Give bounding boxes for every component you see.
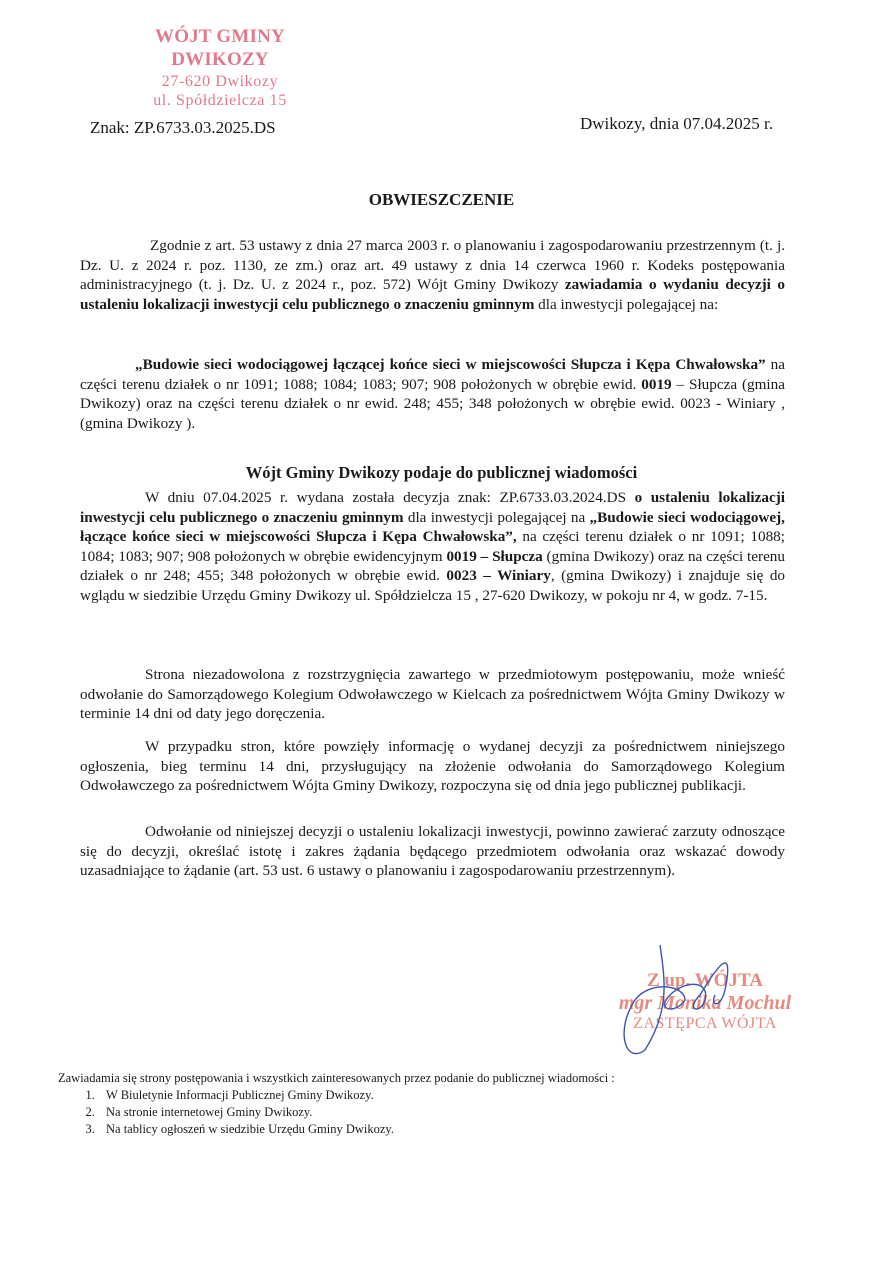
investment-paragraph [80,355,785,433]
signature-line-1: Z up. WÓJTA [647,970,763,991]
decision-paragraph [80,488,785,605]
precinct-winiary: 0023 – Winiary [446,567,551,584]
decision-text: , (gmina Dwikozy) i znajduje się do wglądu w siedzibie Urzędu Gminy Dwikozy ul. Spółdzielcza 15 , 27-620 Dwikozy, w pokoju nr 4, w godz. 7-15. [80,567,786,604]
precinct-number: 0019 [641,375,672,393]
list-item: 3. Na tablicy ogłoszeń w siedzibie Urzędu Gminy Dwikozy. [98,1121,615,1138]
decision-text: dla inwestycji polegającej na [403,508,590,526]
signature-name: mgr Monika Mochul [618,991,792,1014]
decision-investment-title: „Budowie sieci wodociągowej, łączące końce sieci w miejscowości Słupcza i Kępa Chwałowska”, [80,508,785,545]
intro-text: Zgodnie z art. 53 ustawy z dnia 27 marca 2003 r. o planowaniu i zagospodarowaniu przestrzennym (t. j. Dz. U. z 2024 r. poz. 1130, ze zm.) oraz art. 49 ustawy z dnia 14 czerwca 1960 r. Kodeks postępowania administracyjnego (t. j. Dz. U. z 2024 r., poz. 572) Wójt Gminy Dwikozy [80,237,785,293]
list-item: 2. Na stronie internetowej Gminy Dwikozy. [98,1104,615,1121]
distribution-list [58,1087,615,1138]
investment-text-2: – Słupcza (gmina Dwikozy) oraz na części terenu działek o nr ewid. 248; 455; 348 położonych w obrębie ewid. 0023 - Winiary , (gmina Dwikozy ). [80,375,785,432]
decision-text: na części terenu działek o nr 1091; 1088; 1084; 1083; 907; 908 położonych w obrębie ewidencyjnym [80,528,785,565]
document-title: OBWIESZCZENIE [368,190,515,209]
distribution-footer [58,1070,615,1138]
appeal-paragraph-3: Odwołanie od niniejszej decyzji o ustaleniu lokalizacji inwestycji, powinno zawierać zarzuty odnoszące się do decyzji, określać istotę i zakres żądania będącego przedmiotem odwołania oraz wskazać dowody uzasadniające to żądanie (art. 53 ust. 6 ustawy o planowaniu i zagospodarowaniu przestrzennym). [80,823,785,879]
intro-text-after: dla inwestycji polegającej na: [534,295,719,313]
precinct-slupcza: 0019 – Słupcza [446,547,543,565]
intro-bold: zawiadamia o wydaniu decyzji o ustaleniu lokalizacji inwestycji celu publicznego o znaczeniu gminnym [80,276,785,313]
investment-text: na części terenu działek o nr 1091; 1088; 1084; 1083; 907; 908 położonych w obrębie ewid. [80,356,785,393]
handwritten-signature-icon [615,940,775,1060]
decision-text: (gmina Dwikozy) oraz na części terenu działek o nr 248; 455; 348 położonych w obrębie ewid. [80,547,785,584]
decision-text: W dniu 07.04.2025 r. wydana została decyzja znak: ZP.6733.03.2024.DS [145,489,635,506]
intro-paragraph [80,236,785,314]
appeal-paragraph-2: W przypadku stron, które powzięły informację o wydanej decyzji za pośrednictwem niniejszego ogłoszenia, bieg terminu 14 dni, przysługujący na złożenie odwołania do Samorządowego Kolegium Odwoławczego za pośrednictwem Wójta Gminy Dwikozy, rozpoczyna się od dnia jego publicznej publikacji. [80,738,785,794]
section-subtitle: Wójt Gminy Dwikozy podaje do publicznej wiadomości [245,463,638,482]
stamp-line-3: ul. Spółdzielcza 15 [153,91,287,109]
list-item: 1. W Biuletynie Informacji Publicznej Gminy Dwikozy. [98,1087,615,1104]
decision-bold: o ustaleniu lokalizacji inwestycji celu publicznego o znaczeniu gminnym [80,489,785,526]
appeal-paragraph-1: Strona niezadowolona z rozstrzygnięcia zawartego w przedmiotowym postępowaniu, może wnieść odwołanie do Samorządowego Kolegium Odwoławczego w Kielcach za pośrednictwem Wójta Gminy Dwikozy w terminie 14 dni od daty jego doręczenia. [80,666,785,722]
investment-title: „Budowie sieci wodociągowej łączącej końce sieci w miejscowości Słupcza i Kępa Chwałowska” [135,356,766,373]
place-date: Dwikozy, dnia 07.04.2025 r. [580,114,773,133]
office-stamp [110,26,330,110]
stamp-line-2: 27-620 Dwikozy [161,72,279,90]
stamp-line-1: WÓJT GMINY DWIKOZY [155,26,285,70]
signature-role: ZASTĘPCA WÓJTA [633,1014,777,1032]
reference-number: Znak: ZP.6733.03.2025.DS [90,118,276,137]
footer-intro: Zawiadamia się strony postępowania i wszystkich zainteresowanych przez podanie do publicznej wiadomości : [58,1071,615,1085]
